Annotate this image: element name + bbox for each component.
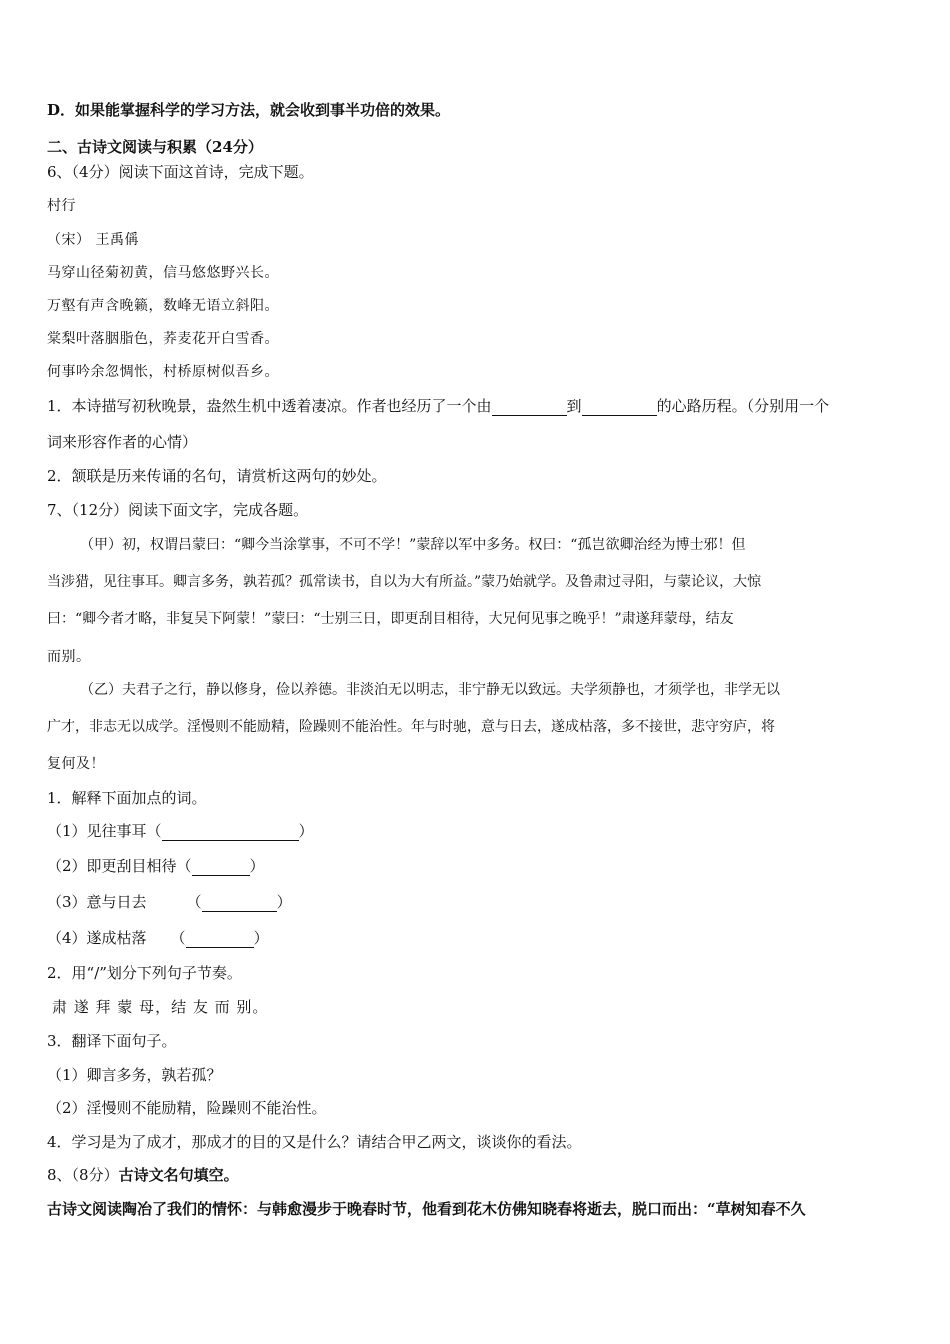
q8-number: 8、（8分） [47, 1166, 119, 1184]
answer-blank[interactable] [186, 933, 254, 948]
explain-item [47, 821, 314, 841]
passage-yi-line: 复何及！ [47, 756, 105, 772]
poem-line: 何事吟余忽惆怅，村桥原树似吾乡。 [47, 364, 279, 380]
explain-end: ） [253, 929, 269, 947]
explain-end: ） [276, 893, 292, 911]
explain-end: ） [298, 822, 314, 840]
q6-sub1-text-b: 到 [566, 397, 582, 415]
section-heading: 二、古诗文阅读与积累（24分） [47, 138, 263, 156]
q6-sub1-text-c: 的心路历程。（分别用一个 [656, 397, 830, 415]
poem-line: 马穿山径菊初黄，信马悠悠野兴长。 [47, 265, 279, 281]
explain-end: ） [249, 857, 265, 875]
explain-label: （2）即更刮目相待（ [47, 857, 192, 875]
translate-item: （1）卿言多务，孰若孤？ [47, 1066, 222, 1084]
q6-sub1-cont: 词来形容作者的心情） [47, 433, 198, 451]
answer-blank-1[interactable] [492, 401, 567, 416]
poem-title: 村行 [47, 198, 76, 214]
q8-title: 古诗文名句填空。 [118, 1166, 239, 1184]
explain-start: （ [186, 893, 202, 911]
option-d: D．如果能掌握科学的学习方法，就会收到事半功倍的效果。 [47, 101, 451, 119]
q6-sub1-text-a: 1．本诗描写初秋晚景，盎然生机中透着凄凉。作者也经历了一个由 [47, 397, 492, 415]
explain-label: （1）见往事耳（ [47, 822, 162, 840]
q7-sub1: 1．解释下面加点的词。 [47, 789, 207, 807]
q7-intro: 7、（12分）阅读下面文字，完成各题。 [47, 501, 309, 519]
q7-sub4: 4．学习是为了成才，那成才的目的又是什么？请结合甲乙两文，谈谈你的看法。 [47, 1133, 582, 1151]
q6-intro: 6、（4分）阅读下面这首诗，完成下题。 [47, 163, 314, 181]
answer-blank[interactable] [162, 826, 299, 841]
answer-blank-2[interactable] [582, 401, 657, 416]
passage-jia-line: 而别。 [47, 649, 91, 665]
q7-sub2: 2．用“/”划分下列句子节奏。 [47, 964, 242, 982]
q8-intro [47, 1165, 239, 1185]
poem-line: 万壑有声含晚籁，数峰无语立斜阳。 [47, 298, 279, 314]
answer-blank[interactable] [192, 861, 250, 876]
translate-item: （2）淫慢则不能励精，险躁则不能治性。 [47, 1099, 327, 1117]
explain-item [47, 892, 292, 912]
q6-sub2: 2．颔联是历来传诵的名句，请赏析这两句的妙处。 [47, 467, 387, 485]
q8-line: 古诗文阅读陶冶了我们的情怀：与韩愈漫步于晚春时节，他看到花木仿佛知晓春将逝去，脱口而出：“草树知春不久 [47, 1200, 806, 1218]
rhythm-sentence: 肃 遂 拜 蒙 母，结 友 而 别。 [52, 998, 269, 1016]
passage-jia-line: 曰：“卿今者才略，非复吴下阿蒙！”蒙曰：“士别三日，即更刮目相待，大兄何见事之晚乎！”肃遂拜蒙母，结友 [47, 611, 734, 627]
passage-yi-line: （乙）夫君子之行，静以修身，俭以养德。非淡泊无以明志，非宁静无以致远。夫学须静也，才须学也，非学无以 [80, 682, 780, 698]
passage-yi-line: 广才，非志无以成学。淫慢则不能励精，险躁则不能治性。年与时驰，意与日去，遂成枯落，多不接世，悲守穷庐，将 [47, 719, 775, 735]
answer-blank[interactable] [202, 897, 277, 912]
explain-start: （ [170, 929, 186, 947]
poem-author: （宋） 王禹偁 [47, 232, 139, 248]
explain-label: （4）遂成枯落 [47, 929, 147, 947]
explain-item [47, 928, 269, 948]
explain-label: （3）意与日去 [47, 893, 147, 911]
poem-line: 棠梨叶落胭脂色，荞麦花开白雪香。 [47, 331, 279, 347]
passage-jia-line: （甲）初，权谓吕蒙曰：“卿今当涂掌事，不可不学！”蒙辞以军中多务。权曰：“孤岂欲卿治经为博士邪！但 [80, 537, 746, 553]
q7-sub3: 3．翻译下面句子。 [47, 1032, 177, 1050]
explain-item [47, 856, 265, 876]
q6-sub1 [47, 396, 829, 416]
passage-jia-line: 当涉猎，见往事耳。卿言多务，孰若孤？孤常读书，自以为大有所益。”蒙乃始就学。及鲁肃过寻阳，与蒙论议，大惊 [47, 574, 762, 590]
